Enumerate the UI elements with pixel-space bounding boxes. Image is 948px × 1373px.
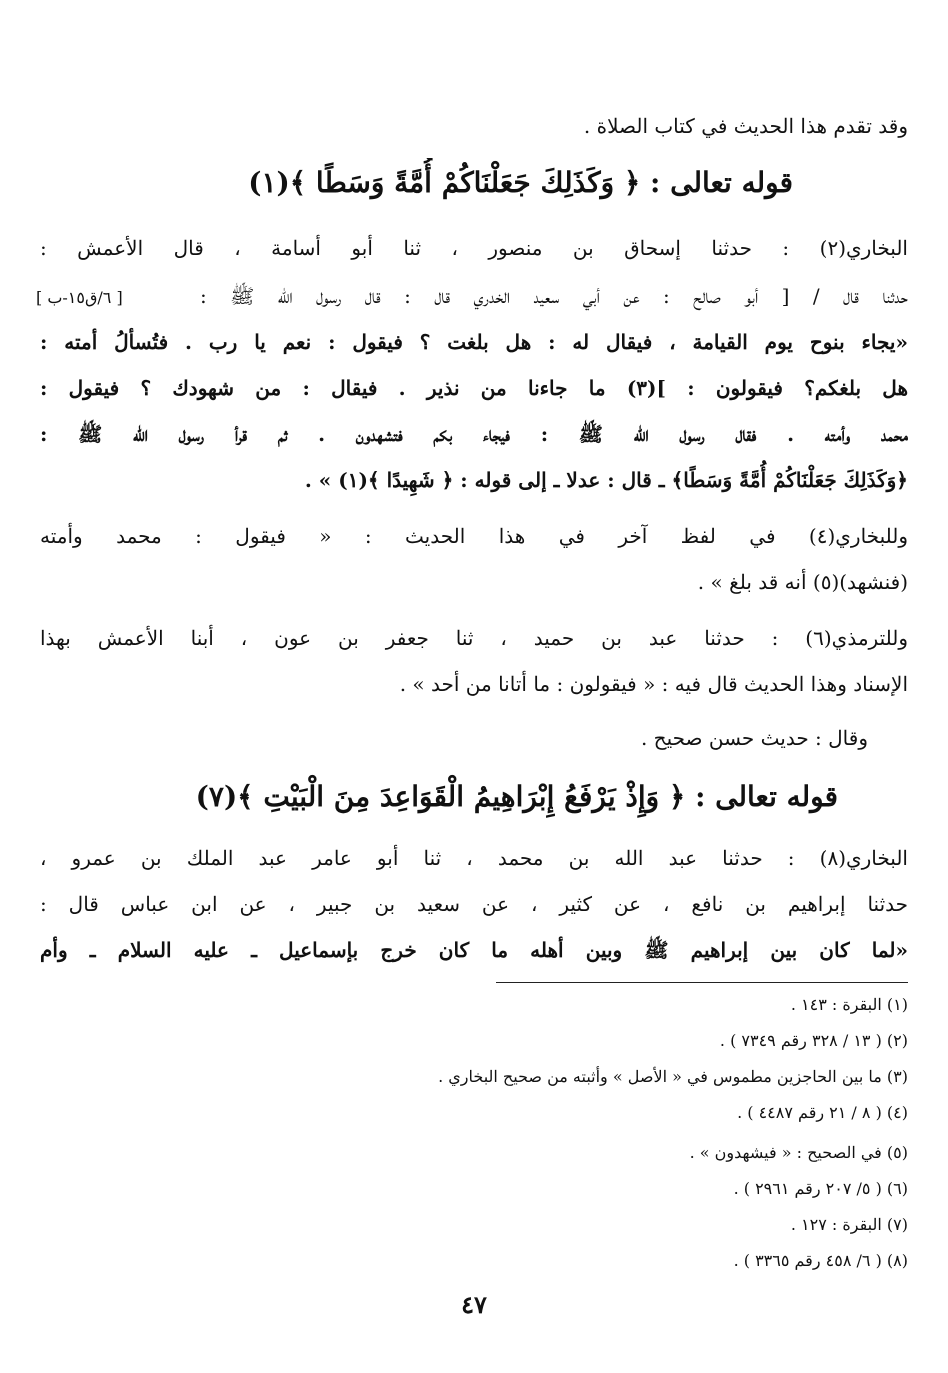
text-line: الإسناد وهذا الحديث قال فيه : « فيقولون : ما أتانا من أحد » .	[399, 672, 908, 696]
text-line: وقد تقدم هذا الحديث في كتاب الصلاة .	[583, 114, 908, 138]
text-line: وقال : حديث حسن صحيح .	[640, 726, 868, 750]
page-number: ٤٧	[461, 1290, 487, 1319]
footnote: (٨) ( ٦/ ٤٥٨ رقم ٣٣٦٥ ) .	[733, 1251, 908, 1270]
margin-note: [ ٦/ق١٥-ب ]	[36, 288, 123, 307]
text-line: «لما كان بين إبراهيم ﷺ وبين أهله ما كان خرج بإسماعيل ـ عليه السلام ـ وأم	[40, 938, 908, 962]
text-line: هل بلغكم؟ فيقولون : ](٣) ما جاءنا من نذير . فيقال : من شهودك ؟ فيقول :	[40, 376, 908, 400]
text-line: حدثنا قال / [ أبو صالح : عن أبي سعيد الخدري قال : قال رسول الله ﷺ :	[200, 284, 908, 308]
footnote-separator	[496, 982, 908, 983]
text-line: وللبخاري(٤) في لفظ آخر في هذا الحديث : « فيقول : محمد وأمته	[40, 524, 908, 548]
text-line: حدثنا إبراهيم بن نافع ، عن كثير ، عن سعيد بن جبير ، عن ابن عباس قال :	[40, 892, 908, 916]
footnote: (٤) ( ٨ / ٢١ رقم ٤٤٨٧ ) .	[737, 1103, 908, 1122]
footnote: (٧) البقرة : ١٢٧ .	[790, 1215, 908, 1234]
footnote: (١) البقرة : ١٤٣ .	[790, 995, 908, 1014]
footnote: (٦) ( ٥/ ٢٠٧ رقم ٢٩٦١ ) .	[733, 1179, 908, 1198]
section-heading: قوله تعالى : ﴿ وَإِذْ يَرْفَعُ إِبْرَاهِيمُ الْقَوَاعِدَ مِنَ الْبَيْتِ ﴾(٧)	[195, 780, 838, 813]
text-line: ﴿وَكَذَلِكَ جَعَلْنَاكُمْ أُمَّةً وَسَطًا﴾ ـ قال : عدلا ـ إلى قوله : ﴿ شَهِيدًا ﴾(١) » .	[304, 468, 908, 492]
footnote: (٣) ما بين الحاجزين مطموس في « الأصل » وأثبته من صحيح البخاري .	[438, 1067, 908, 1086]
text-line: محمد وأمته . فقال رسول الله ﷺ : فيجاء بكم فتشهدون . ثم قرأ رسول الله ﷺ :	[40, 422, 908, 446]
text-line: (فنشهد)(٥) أنه قد بلغ » .	[697, 570, 908, 594]
text-line: البخاري(٢) : حدثنا إسحاق بن منصور ، ثنا أبو أسامة ، قال الأعمش :	[40, 236, 908, 260]
text-line: وللترمذي(٦) : حدثنا عبد بن حميد ، ثنا جعفر بن عون ، أبنا الأعمش بهذا	[40, 626, 908, 650]
text-line: «يجاء بنوح يوم القيامة ، فيقال له : هل بلغت ؟ فيقول : نعم يا رب . فتُسألُ أمته :	[40, 330, 908, 354]
footnote: (٢) ( ١٣ / ٣٢٨ رقم ٧٣٤٩ ) .	[719, 1031, 908, 1050]
section-heading: قوله تعالى : ﴿ وَكَذَلِكَ جَعَلْنَاكُمْ أُمَّةً وَسَطًا ﴾(١)	[248, 166, 793, 199]
text-line: البخاري(٨) : حدثنا عبد الله بن محمد ، ثنا أبو عامر عبد الملك بن عمرو ،	[40, 846, 908, 870]
footnote: (٥) في الصحيح : « فيشهدون » .	[689, 1143, 908, 1162]
